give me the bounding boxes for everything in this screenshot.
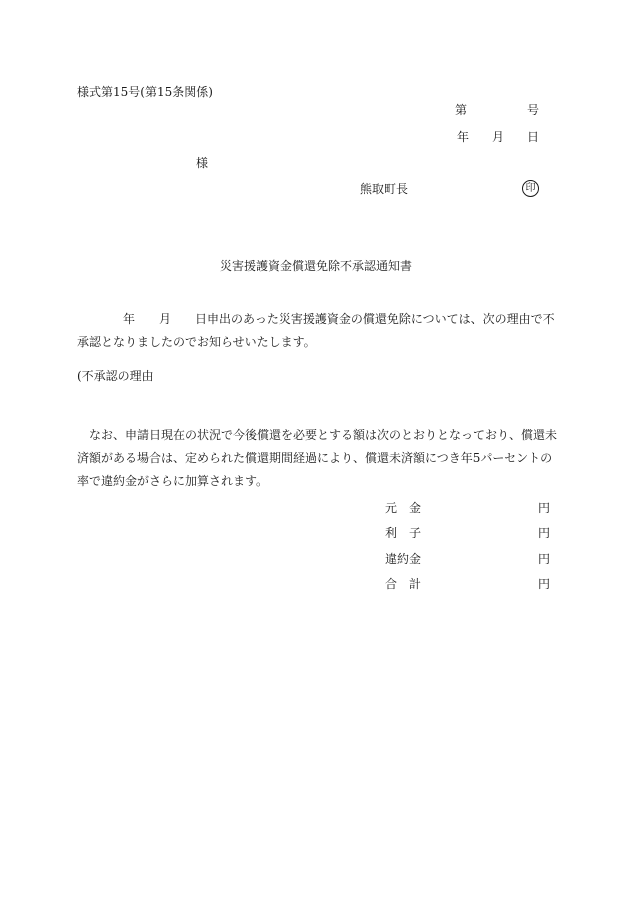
date-month-label: 月 bbox=[492, 130, 505, 144]
intro-year-label: 年 bbox=[123, 312, 136, 326]
form-number: 様式第15号(第15条関係) bbox=[77, 85, 213, 99]
amount-label-principal: 元 金 bbox=[385, 501, 422, 515]
intro-paragraph bbox=[77, 308, 557, 354]
issuer-title: 熊取町長 bbox=[360, 182, 409, 196]
amount-label-penalty: 違約金 bbox=[385, 552, 422, 566]
document-title: 災害援護資金償還免除不承認通知書 bbox=[220, 259, 413, 273]
intro-text: 日申出のあった災害援護資金の償還免除については、次の理由で不承認となりましたのでお知らせいたします。 bbox=[77, 312, 555, 349]
addressee-honorific: 様 bbox=[196, 156, 209, 170]
document-number-suffix: 号 bbox=[527, 103, 540, 117]
seal-mark: 印 bbox=[522, 180, 539, 197]
amount-unit-total: 円 bbox=[538, 577, 551, 591]
note-paragraph: なお、申請日現在の状況で今後償還を必要とする額は次のとおりとなっており、償還未済額がある場合は、定められた償還期間経過により、償還未済額につき年5パーセントの率で違約金がさらに加算されます。 bbox=[77, 428, 558, 488]
date-year-label: 年 bbox=[457, 130, 470, 144]
amount-unit-penalty: 円 bbox=[538, 552, 551, 566]
amount-unit-interest: 円 bbox=[538, 526, 551, 540]
amount-unit-principal: 円 bbox=[538, 501, 551, 515]
date-day-label: 日 bbox=[527, 130, 540, 144]
amount-label-interest: 利 子 bbox=[385, 526, 422, 540]
amount-label-total: 合 計 bbox=[385, 577, 422, 591]
reason-label: (不承認の理由 bbox=[77, 369, 154, 383]
document-number-prefix: 第 bbox=[455, 103, 468, 117]
intro-month-label: 月 bbox=[159, 312, 172, 326]
